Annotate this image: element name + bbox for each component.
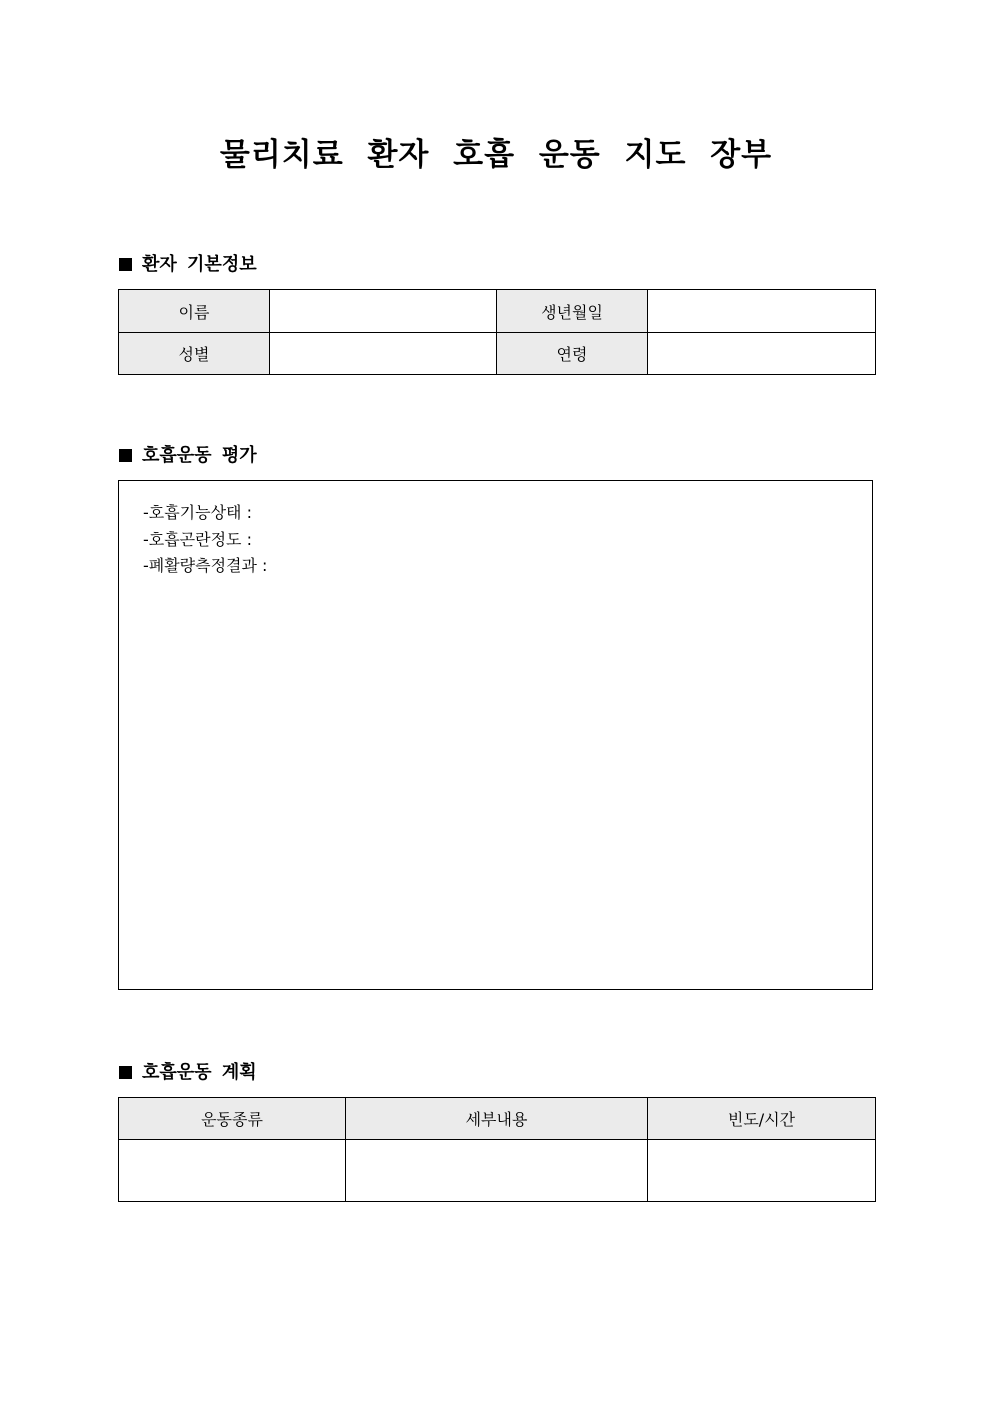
square-bullet-icon [119,449,132,462]
birthdate-label: 생년월일 [497,290,648,333]
gender-label: 성별 [119,333,270,375]
patient-info-heading-text: 환자 기본정보 [142,254,257,275]
name-field[interactable] [270,290,497,333]
exercise-type-cell[interactable] [119,1140,346,1202]
square-bullet-icon [119,258,132,271]
patient-info-heading [119,253,257,277]
name-label: 이름 [119,290,270,333]
age-field[interactable] [648,333,876,375]
plan-heading-text: 호흡운동 계획 [142,1062,257,1083]
plan-heading [119,1061,257,1085]
evaluation-box[interactable] [118,480,873,990]
evaluation-lines [143,500,267,580]
respiratory-function-line: -호흡기능상태 : [143,503,252,522]
exercise-type-header: 운동종류 [119,1098,346,1140]
details-cell[interactable] [346,1140,648,1202]
frequency-time-cell[interactable] [648,1140,876,1202]
square-bullet-icon [119,1066,132,1079]
table-row [119,1140,876,1202]
frequency-time-header: 빈도/시간 [648,1098,876,1140]
patient-info-table [118,289,876,375]
dyspnea-level-line: -호흡곤란정도 : [143,529,252,549]
spirometry-result-line: -폐활량측정결과 : [143,556,268,575]
table-row [119,290,876,333]
document-title: 물리치료 환자 호흡 운동 지도 장부 [219,137,773,173]
details-header: 세부내용 [346,1098,648,1140]
table-header-row [119,1098,876,1140]
birthdate-field[interactable] [648,290,876,333]
age-label: 연령 [497,333,648,375]
gender-field[interactable] [270,333,497,375]
evaluation-heading [119,444,257,468]
plan-table [118,1097,876,1202]
evaluation-heading-text: 호흡운동 평가 [142,445,257,466]
table-row [119,333,876,375]
